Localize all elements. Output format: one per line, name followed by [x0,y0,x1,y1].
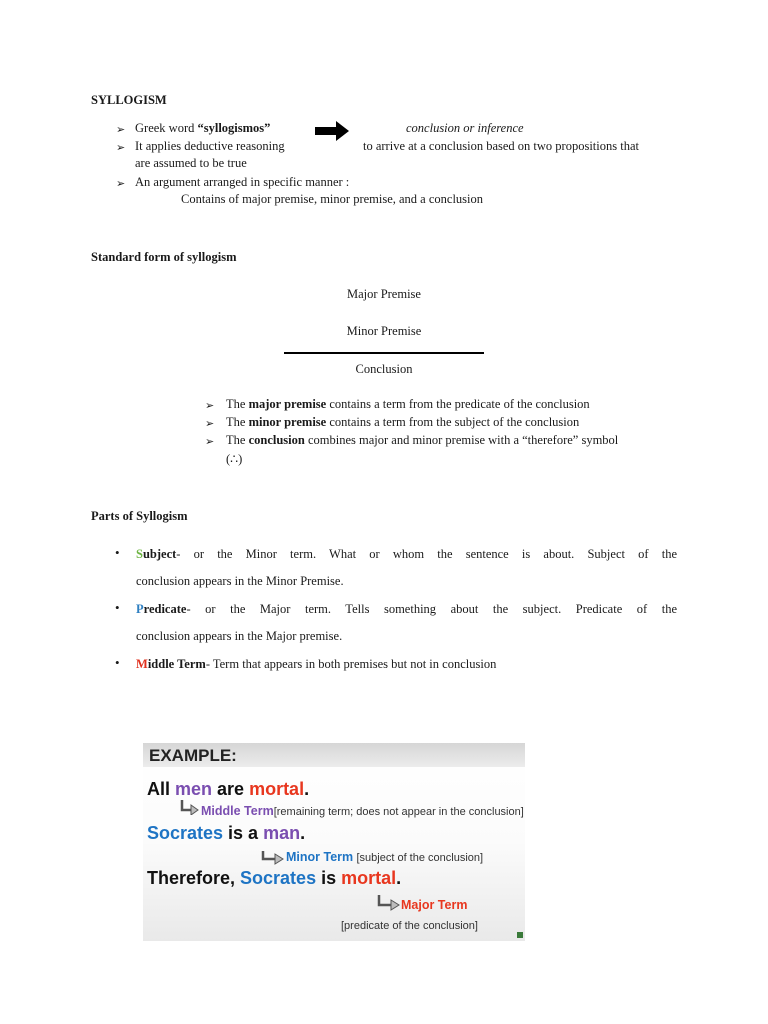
note-text: [subject of the conclusion] [356,852,484,864]
middle-initial: M [136,657,148,671]
subject-definition [136,547,677,562]
example-major-premise [147,779,309,800]
predicate-definition-cont: conclusion appears in the Major premise. [136,629,343,643]
section-heading-standard: Standard form of syllogism [91,250,237,264]
example-note-major-detail: [predicate of the conclusion] [341,920,478,932]
subject-initial: S [136,547,143,561]
example-title: EXAMPLE: [149,746,237,765]
middle-text: - Term that appears in both premises but not in conclusion [205,657,497,671]
bullet-dot-icon: • [115,600,120,615]
bullet-dot-icon: • [115,655,120,670]
minor-term-tag: Minor Term [286,850,354,864]
predicate-text: - or the Major term. Tells something about the subject. Predicate of the [186,602,677,616]
hook-arrow-icon [376,893,400,911]
intro-bullet-2a: It applies deductive reasoning [135,139,285,153]
predicate-definition [136,602,677,617]
intro-bullet-2c: are assumed to be true [135,156,247,170]
arrow-bullet-icon: ➢ [116,124,126,136]
note-keyword: major premise [248,397,327,411]
example-middle-term: men [175,779,213,799]
intro-bullet-2b: to arrive at a conclusion based on two propositions that [363,139,639,153]
conclusion-label: Conclusion [355,362,413,376]
note-text: The [226,415,249,429]
intro-bullet-3: An argument arranged in specific manner : [135,175,350,189]
arrow-bullet-icon: ➢ [205,418,215,430]
example-word: . [300,823,306,843]
greek-word: “syllogismos” [197,121,271,135]
note-text: [remaining term; does not appear in the conclusion] [273,806,524,818]
example-major-term: mortal [249,779,305,799]
note-text: combines major and minor premise with a “therefore” symbol [304,433,619,447]
intro-bullet-1 [135,121,270,136]
bullet-dot-icon: • [115,545,120,560]
note-keyword: conclusion [248,433,305,447]
example-word: is a [223,823,264,843]
intro-bullet-3-detail: Contains of major premise, minor premise, and a conclusion [181,192,484,206]
example-note-middle [201,804,524,818]
example-word: . [396,868,402,888]
note-minor [226,415,579,430]
major-term-tag: Major Term [401,898,468,912]
example-word: . [304,779,310,799]
subject-term: ubject [142,547,177,561]
example-middle-term: man [263,823,301,843]
example-conclusion [147,868,401,889]
note-text: The [226,397,249,411]
major-premise-label: Major Premise [347,287,421,301]
example-minor-term: Socrates [147,823,224,843]
section-heading-parts: Parts of Syllogism [91,509,188,523]
middle-term-definition [136,657,496,672]
subject-definition-cont: conclusion appears in the Minor Premise. [136,574,344,588]
arrow-bullet-icon: ➢ [205,400,215,412]
arrow-bullet-icon: ➢ [116,142,126,154]
predicate-initial: P [136,602,144,616]
note-text: The [226,433,249,447]
note-major [226,397,590,412]
right-arrow-icon [315,121,349,141]
predicate-term: redicate [143,602,187,616]
arrow-bullet-icon: ➢ [205,436,215,448]
note-conclusion [226,433,618,448]
note-text: contains a term from the subject of the conclusion [326,415,580,429]
therefore-symbol: (∴) [226,452,243,466]
example-note-minor [286,850,483,864]
example-major-term: mortal [341,868,397,888]
inference-text: conclusion or inference [406,121,524,135]
hook-arrow-icon [260,849,284,865]
middle-term-tag: Middle Term [201,804,274,818]
hook-arrow-icon [179,799,199,815]
minor-premise-label: Minor Premise [346,324,422,338]
example-image [143,743,525,941]
arrow-bullet-icon: ➢ [116,178,126,190]
note-keyword: minor premise [248,415,327,429]
example-minor-premise [147,823,305,844]
bullet-text: Greek word [135,121,198,135]
page-title: SYLLOGISM [91,93,167,107]
example-note-major [401,898,467,912]
example-word: are [212,779,250,799]
conclusion-divider [284,352,484,354]
example-word: is [316,868,342,888]
example-word: All [147,779,176,799]
corner-mark [517,932,523,938]
example-word: Therefore, [147,868,241,888]
subject-text: - or the Minor term. What or whom the sentence is about. Subject of the [176,547,677,561]
middle-term: iddle Term [147,657,206,671]
note-text: contains a term from the predicate of the conclusion [326,397,590,411]
example-minor-term: Socrates [240,868,317,888]
